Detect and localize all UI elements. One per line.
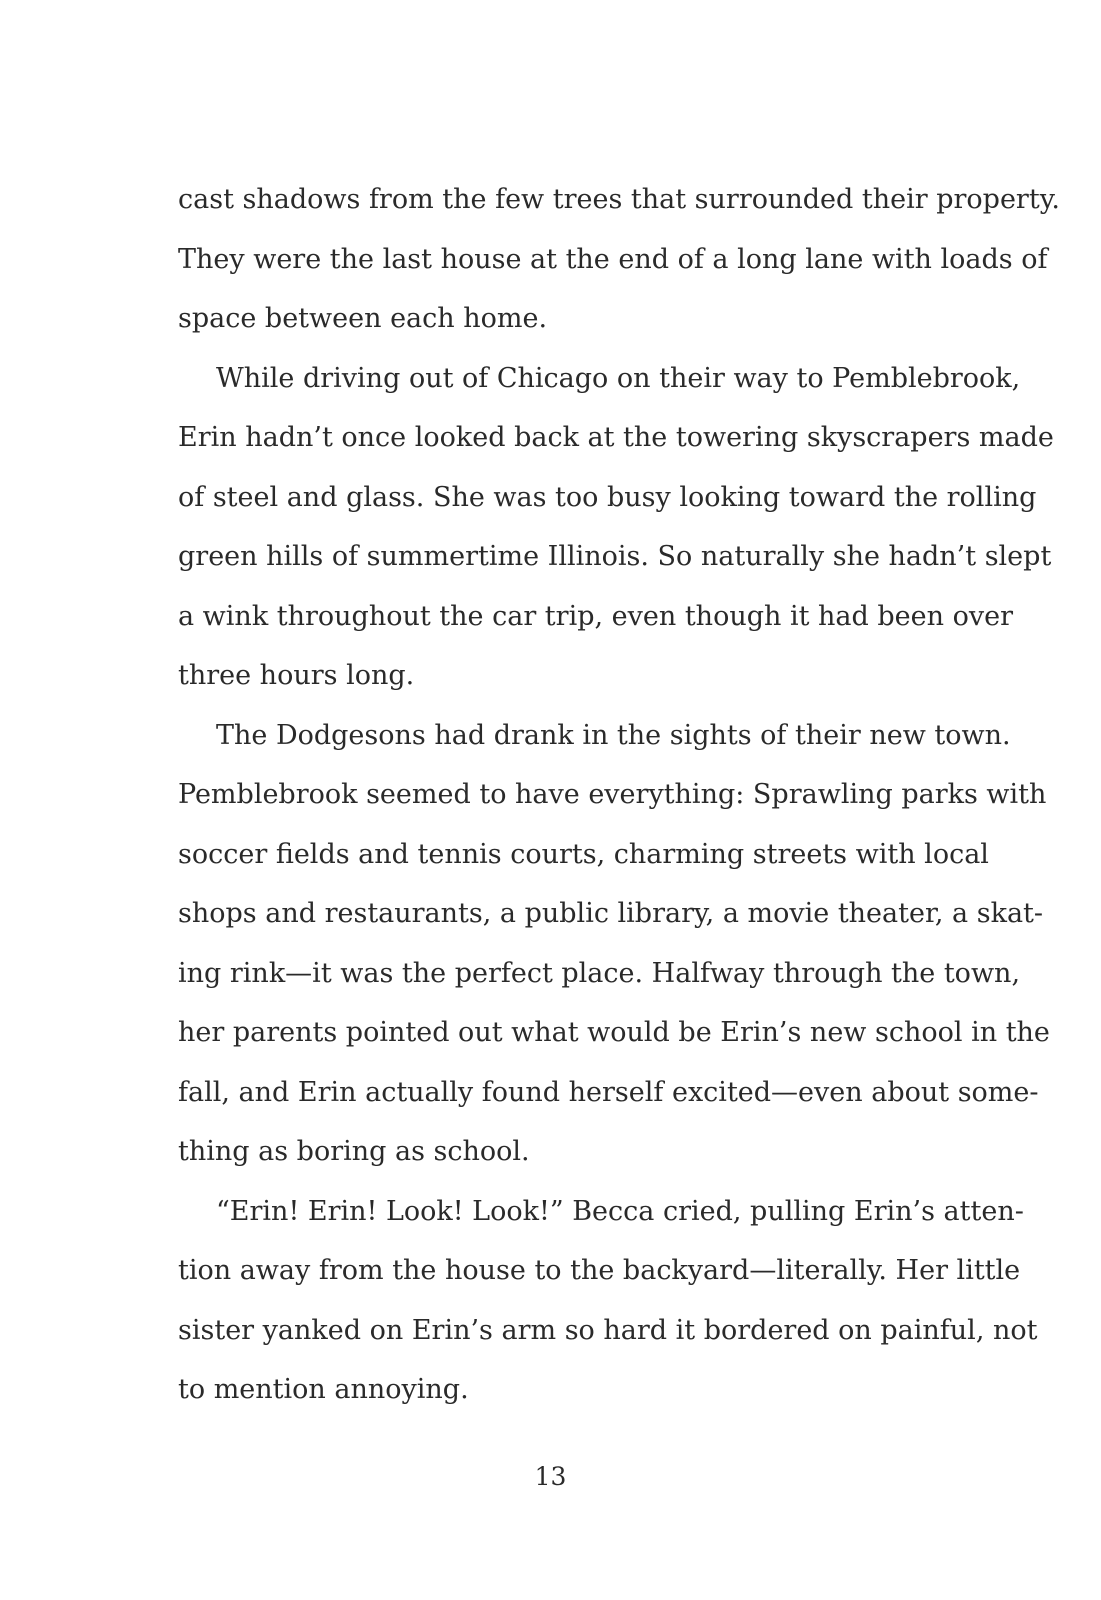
- text-line: to mention annoying.: [178, 1374, 469, 1405]
- text-line: tion away from the house to the backyard—literally. Her little: [178, 1255, 1021, 1286]
- text-line: her parents pointed out what would be Erin’s new school in the: [178, 1017, 1050, 1048]
- text-line: Pemblebrook seemed to have everything: Sprawling parks with: [178, 779, 1047, 810]
- page-number: 13: [534, 1462, 567, 1491]
- text-line: a wink throughout the car trip, even though it had been over: [178, 600, 1013, 632]
- text-line: thing as boring as school.: [178, 1136, 530, 1167]
- text-line: soccer fields and tennis courts, charming streets with local: [178, 838, 989, 870]
- text-line: cast shadows from the few trees that surrounded their property.: [178, 184, 1060, 215]
- paragraph-first-line: The Dodgesons had drank in the sights of their new town.: [216, 719, 1011, 751]
- body-text: [178, 170, 1060, 1420]
- paragraph-first-line: While driving out of Chicago on their way to Pemblebrook,: [216, 362, 1021, 394]
- text-line: sister yanked on Erin’s arm so hard it bordered on painful, not: [178, 1314, 1038, 1346]
- text-line: Erin hadn’t once looked back at the towering skyscrapers made: [178, 422, 1054, 453]
- paragraph-first-line: “Erin! Erin! Look! Look!” Becca cried, pulling Erin’s atten-: [216, 1195, 1024, 1227]
- text-line: fall, and Erin actually found herself excited—even about some-: [178, 1076, 1039, 1108]
- text-line: three hours long.: [178, 660, 415, 691]
- text-line: of steel and glass. She was too busy looking toward the rolling: [178, 481, 1037, 513]
- text-line: shops and restaurants, a public library, a movie theater, a skat-: [178, 898, 1044, 929]
- text-line: They were the last house at the end of a long lane with loads of: [178, 243, 1048, 275]
- text-line: ing rink—it was the perfect place. Halfway through the town,: [178, 957, 1021, 989]
- text-line: green hills of summertime Illinois. So naturally she hadn’t slept: [178, 541, 1052, 572]
- text-line: space between each home.: [178, 303, 548, 334]
